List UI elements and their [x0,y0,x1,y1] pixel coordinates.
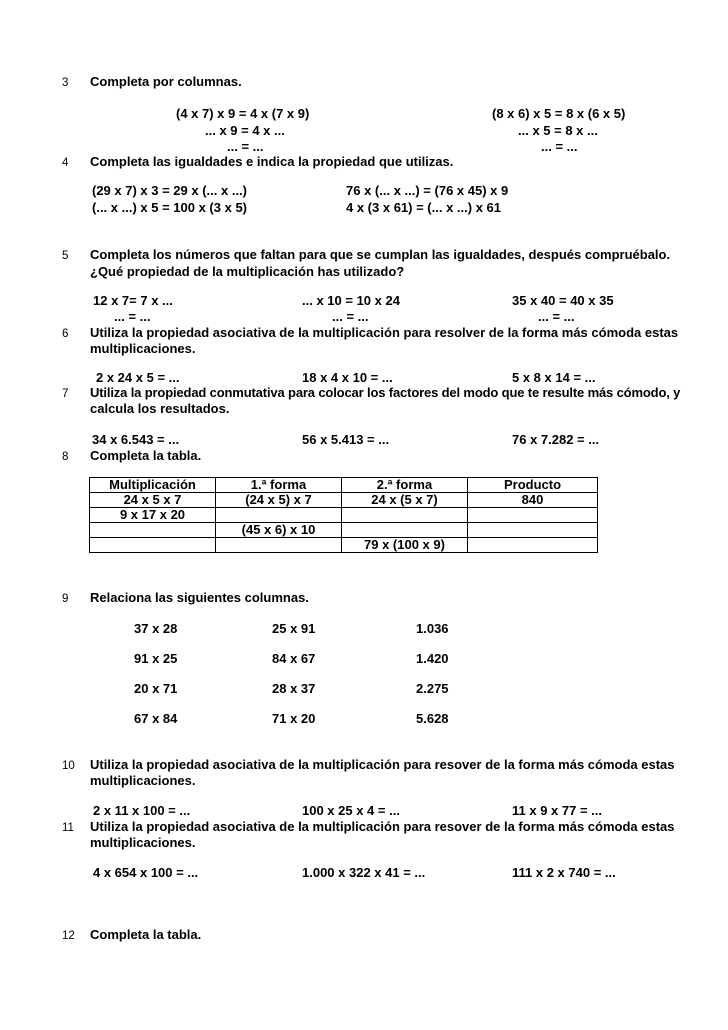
exercise-number: 10 [62,760,75,772]
expression: (8 x 6) x 5 = 8 x (6 x 5) [492,106,626,121]
matching-item: 71 x 20 [272,711,316,726]
table-cell [468,538,598,553]
expression: 12 x 7= 7 x ... [93,293,173,308]
table-cell: 9 x 17 x 20 [90,508,216,523]
expression: 111 x 2 x 740 = ... [512,865,616,880]
table-row [90,508,598,523]
products-table [89,477,598,553]
expression: ... = ... [114,309,151,324]
expression: 11 x 9 x 77 = ... [512,803,602,818]
expression: 2 x 11 x 100 = ... [93,803,191,818]
table-cell: (45 x 6) x 10 [216,523,342,538]
matching-item: 84 x 67 [272,651,316,666]
exercise-number: 11 [62,822,74,834]
matching-item: 91 x 25 [134,651,178,666]
table-header-cell: 2.ª forma [342,478,468,493]
exercise-number: 7 [62,388,69,400]
expression: 1.000 x 322 x 41 = ... [302,865,426,880]
exercise-title-line: Utiliza la propiedad asociativa de la multiplicación para resover de la forma más cómoda estas [90,819,675,834]
matching-item: 1.036 [416,621,449,636]
table-cell: 840 [468,493,598,508]
expression: ... = ... [538,309,575,324]
table-row [90,538,598,553]
exercise-title: Completa por columnas. [90,74,242,89]
table-header-cell: 1.ª forma [216,478,342,493]
expression: ... = ... [332,309,369,324]
expression: 34 x 6.543 = ... [92,432,180,447]
exercise-title-line: calcula los resultados. [90,401,230,416]
table-cell: 79 x (100 x 9) [342,538,468,553]
table-cell [342,523,468,538]
matching-item: 5.628 [416,711,449,726]
expression: 100 x 25 x 4 = ... [302,803,400,818]
table-header-cell: Multiplicación [90,478,216,493]
exercise-title: Relaciona las siguientes columnas. [90,590,309,605]
exercise-title-line: Completa los números que faltan para que se cumplan las igualdades, después compruébalo. [90,247,671,262]
matching-item: 37 x 28 [134,621,178,636]
table-cell: 24 x (5 x 7) [342,493,468,508]
expression: 4 x 654 x 100 = ... [93,865,199,880]
expression: ... = ... [541,139,578,154]
expression: 4 x (3 x 61) = (... x ...) x 61 [346,200,501,215]
matching-item: 67 x 84 [134,711,178,726]
expression: 35 x 40 = 40 x 35 [512,293,614,308]
matching-item: 20 x 71 [134,681,178,696]
exercise-number: 8 [62,451,69,463]
exercise-number: 6 [62,328,69,340]
expression: (... x ...) x 5 = 100 x (3 x 5) [92,200,247,215]
exercise-title-line: Utiliza la propiedad conmutativa para colocar los factores del modo que te resulte más cómodo, y [90,385,681,400]
table-row [90,523,598,538]
table-cell [216,508,342,523]
exercise-title: Completa la tabla. [90,927,202,942]
table-row [90,493,598,508]
table-cell [216,538,342,553]
expression: ... x 5 = 8 x ... [518,123,598,138]
table-cell [342,508,468,523]
exercise-title-line: Utiliza la propiedad asociativa de la multiplicación para resolver de la forma más cómoda estas [90,325,679,340]
table-cell [468,508,598,523]
expression: ... x 9 = 4 x ... [205,123,285,138]
exercise-title: Completa la tabla. [90,448,202,463]
expression: 56 x 5.413 = ... [302,432,390,447]
exercise-title-line: multiplicaciones. [90,835,196,850]
exercise-number: 12 [62,930,75,942]
matching-item: 28 x 37 [272,681,316,696]
exercise-number: 4 [62,157,69,169]
matching-item: 25 x 91 [272,621,316,636]
expression: ... x 10 = 10 x 24 [302,293,400,308]
expression: 2 x 24 x 5 = ... [96,370,180,385]
table-cell [468,523,598,538]
expression: 5 x 8 x 14 = ... [512,370,596,385]
expression: 18 x 4 x 10 = ... [302,370,393,385]
exercise-title-line: multiplicaciones. [90,341,196,356]
table-cell [90,523,216,538]
exercise-title-line: multiplicaciones. [90,773,196,788]
matching-item: 2.275 [416,681,449,696]
expression: ... = ... [227,139,264,154]
expression: (29 x 7) x 3 = 29 x (... x ...) [92,183,247,198]
expression: 76 x 7.282 = ... [512,432,600,447]
expression: 76 x (... x ...) = (76 x 45) x 9 [346,183,509,198]
exercise-number: 9 [62,593,69,605]
table-cell [90,538,216,553]
expression: (4 x 7) x 9 = 4 x (7 x 9) [176,106,310,121]
table-cell: (24 x 5) x 7 [216,493,342,508]
exercise-title-line: Utiliza la propiedad asociativa de la multiplicación para resover de la forma más cómoda estas [90,757,675,772]
exercise-number: 3 [62,77,69,89]
matching-item: 1.420 [416,651,449,666]
table-header-cell: Producto [468,478,598,493]
table-cell: 24 x 5 x 7 [90,493,216,508]
exercise-number: 5 [62,250,69,262]
exercise-title: Completa las igualdades e indica la propiedad que utilizas. [90,154,454,169]
table-header-row [90,478,598,493]
exercise-title-line: ¿Qué propiedad de la multiplicación has utilizado? [90,264,405,279]
